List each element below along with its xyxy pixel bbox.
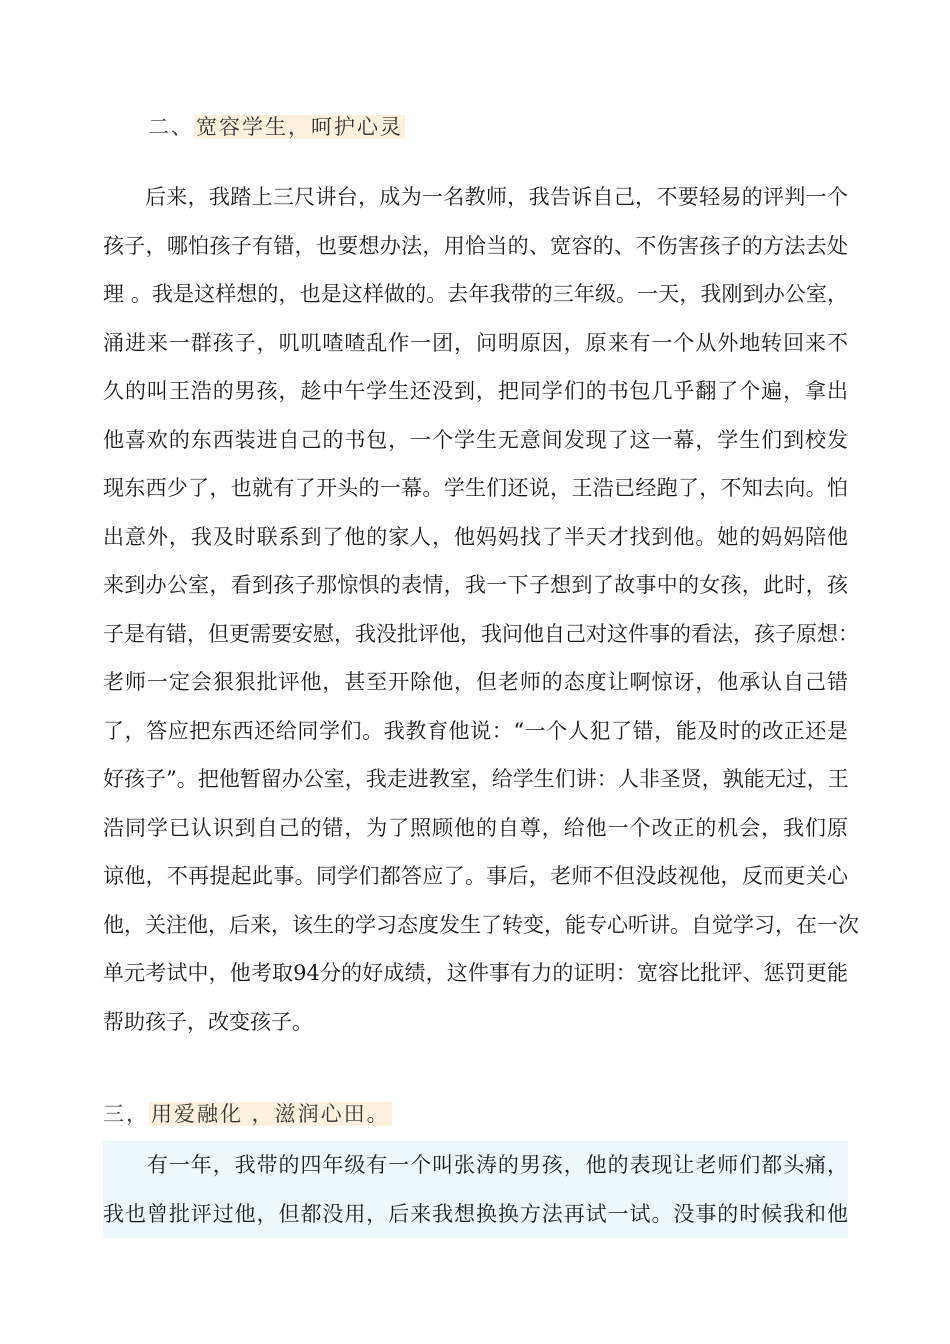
paragraph-story-wang-hao bbox=[103, 173, 859, 1046]
text-line: 子是有错，但更需要安慰，我没批评他，我问他自己对这件事的看法，孩子原想： bbox=[103, 621, 859, 646]
text-line: 好孩子”。把他暂留办公室，我走进教室，给学生们讲：人非圣贤，孰能无过，王 bbox=[103, 767, 849, 791]
section-title: 宽容学生，呵护心灵 bbox=[196, 115, 403, 139]
text-line: 后来，我踏上三尺讲台，成为一名教师，我告诉自己，不要轻易的评判一个 bbox=[145, 185, 848, 209]
text-line: 孩子，哪怕孩子有错，也要想办法，用恰当的、宽容的、不伤害孩子的方法去处 bbox=[103, 233, 848, 258]
section-number: 二、 bbox=[148, 115, 194, 139]
text-line: 了，答应把东西还给同学们。我教育他说：“一个人犯了错，能及时的改正还是 bbox=[103, 718, 848, 743]
section-heading-3 bbox=[103, 1099, 392, 1129]
text-line: 出意外，我及时联系到了他的家人，他妈妈找了半天才找到他。她的妈妈陪他 bbox=[103, 524, 848, 549]
paragraph-story-zhang-tao bbox=[103, 1141, 848, 1238]
text-line: 久的叫王浩的男孩，趁中午学生还没到，把同学们的书包几乎翻了个遍，拿出 bbox=[103, 379, 848, 403]
text-line: 我也曾批评过他，但都没用，后来我想换换方法再试一试。没事的时候我和他 bbox=[103, 1190, 848, 1239]
section-heading-2 bbox=[148, 112, 405, 142]
section-number: 三， bbox=[103, 1102, 149, 1126]
text-line: 浩同学已认识到自己的错，为了照顾他的自尊，给他一个改正的机会，我们原 bbox=[103, 815, 848, 840]
section-title: 用爱融化 ，滋润心田。 bbox=[151, 1102, 390, 1126]
text-line: 单元考试中，他考取94分的好成绩，这件事有力的证明：宽容比批评、惩罚更能 bbox=[103, 961, 848, 985]
text-line: 来到办公室，看到孩子那惊惧的表情，我一下子想到了故事中的女孩，此时，孩 bbox=[103, 573, 848, 597]
text-line: 老师一定会狠狠批评他，甚至开除他，但老师的态度让啊惊讶，他承认自己错 bbox=[103, 670, 848, 694]
text-line: 理 。我是这样想的，也是这样做的。去年我带的三年级。一天，我刚到办公室， bbox=[103, 282, 848, 306]
text-line: 谅他，不再提起此事。同学们都答应了。事后，老师不但没歧视他，反而更关心 bbox=[103, 864, 848, 888]
text-line: 帮助孩子，改变孩子。 bbox=[103, 1009, 313, 1034]
text-line: 涌进来一群孩子，叽叽喳喳乱作一团，问明原因，原来有一个从外地转回来不 bbox=[103, 330, 848, 355]
text-line: 他喜欢的东西装进自己的书包，一个学生无意间发现了这一幕，学生们到校发 bbox=[103, 427, 848, 452]
text-line: 现东西少了，也就有了开头的一幕。学生们还说，王浩已经跑了，不知去向。怕 bbox=[103, 476, 848, 500]
text-line: 他，关注他，后来，该生的学习态度发生了转变，能专心听讲。自觉学习，在一次 bbox=[103, 912, 859, 937]
text-line: 有一年，我带的四年级有一个叫张涛的男孩，他的表现让老师们都头痛， bbox=[103, 1141, 848, 1190]
